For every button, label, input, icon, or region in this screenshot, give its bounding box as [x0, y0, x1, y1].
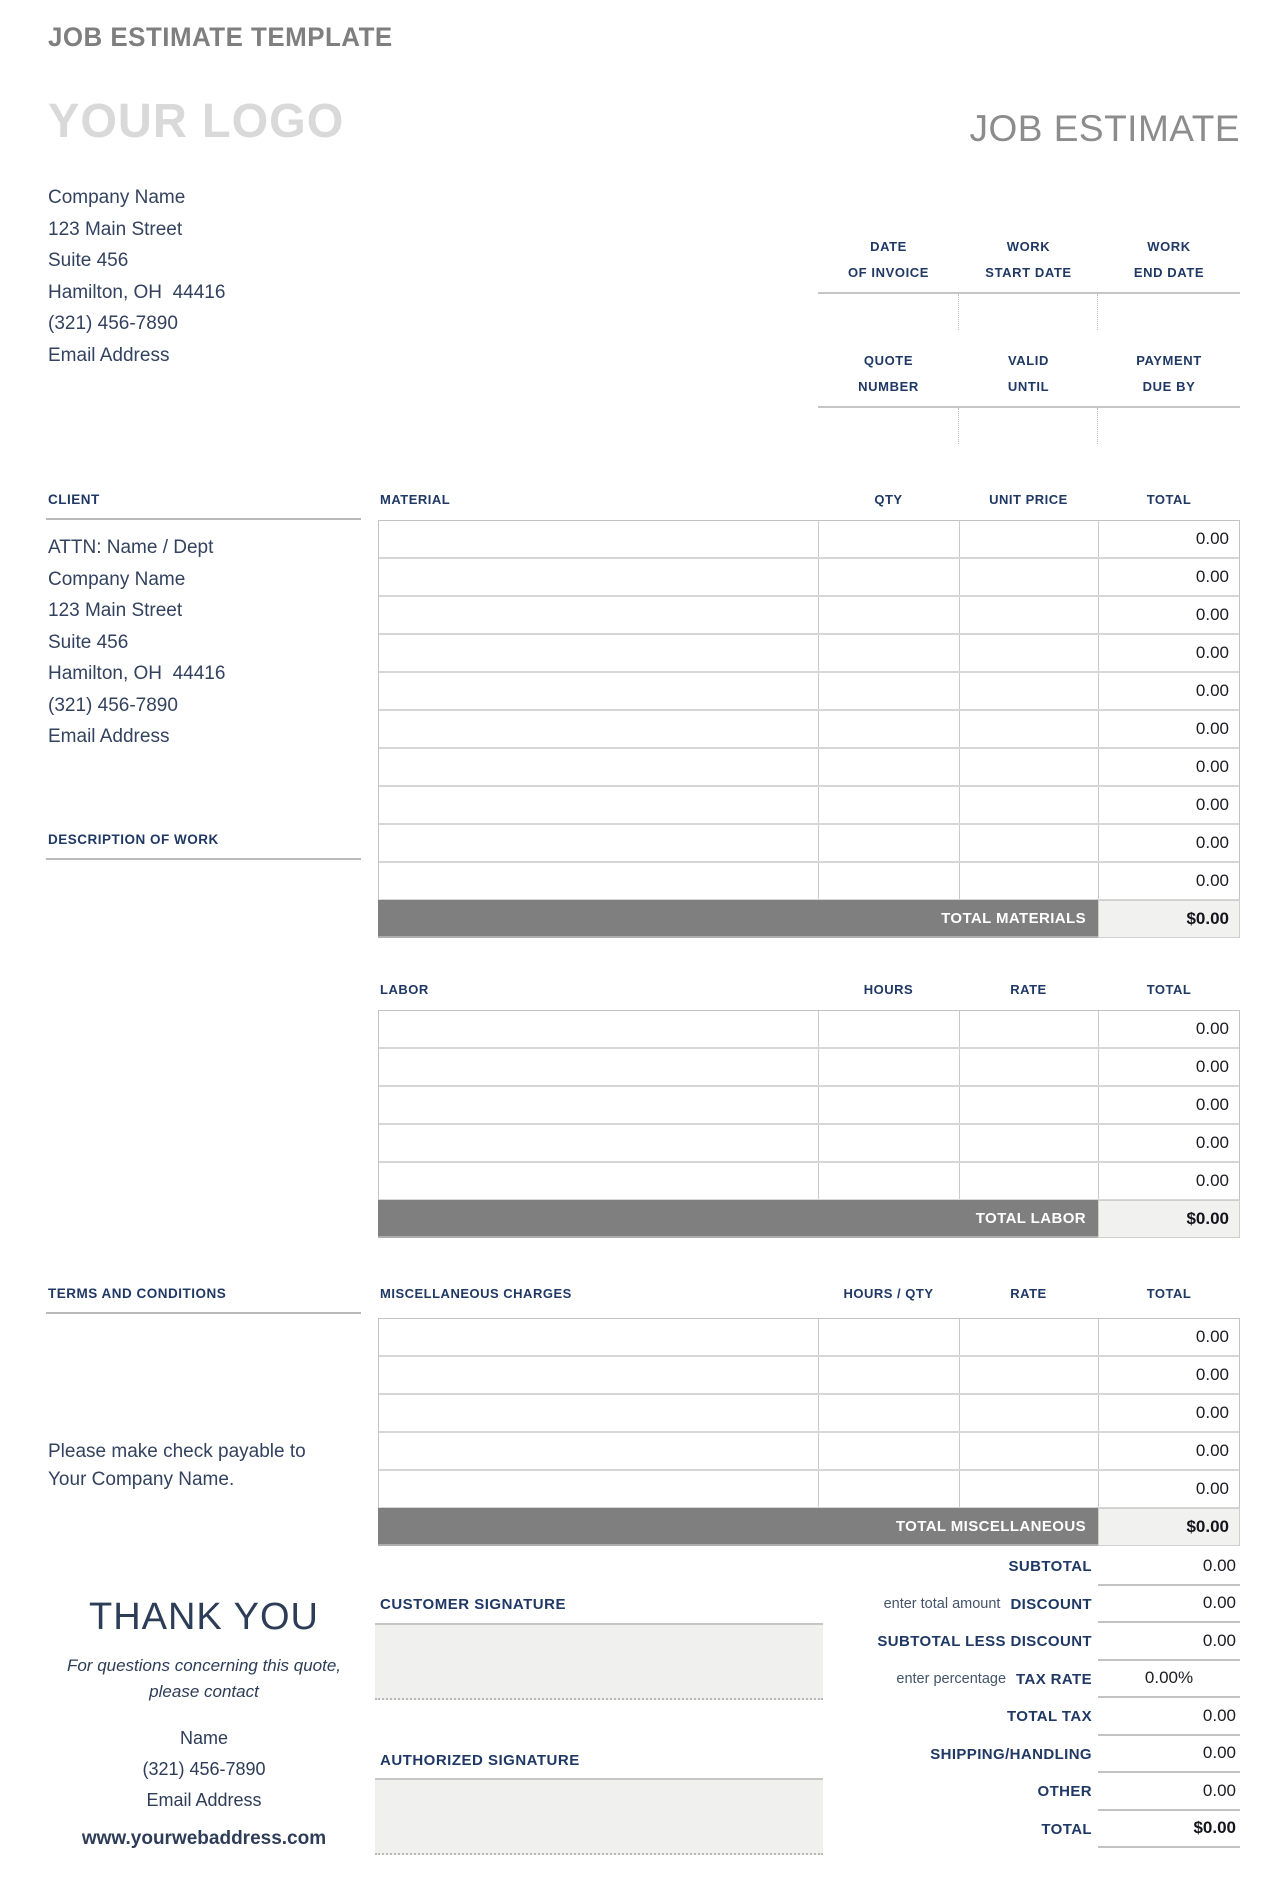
- summary-label-subtotal-less-discount: SUBTOTAL LESS DISCOUNT: [877, 1633, 1092, 1651]
- contact-email: Email Address: [146, 1790, 262, 1810]
- summary-label-total: TOTAL: [1041, 1820, 1092, 1838]
- page-title: JOB ESTIMATE TEMPLATE: [48, 22, 393, 52]
- thank-you-contact: [40, 1723, 368, 1816]
- company-email: Email Address: [48, 344, 170, 366]
- misc-description-cell[interactable]: [379, 1395, 819, 1431]
- summary-label-total-tax: TOTAL TAX: [1007, 1708, 1092, 1726]
- misc-total-value: $0.00: [1098, 1508, 1240, 1546]
- materials-total-value: $0.00: [1098, 900, 1240, 938]
- labor-rate-cell[interactable]: [960, 1125, 1099, 1161]
- misc-hours-qty-cell[interactable]: [819, 1471, 960, 1507]
- summary-value-total: $0.00: [1098, 1811, 1240, 1849]
- invoice-meta-input-row-1: [818, 294, 1240, 330]
- description-of-work-divider: [46, 858, 361, 860]
- authorized-signature-label: AUTHORIZED SIGNATURE: [380, 1752, 580, 1769]
- quote-number-field[interactable]: [818, 408, 959, 444]
- material-row-2: [379, 559, 1239, 597]
- company-name: Company Name: [48, 187, 186, 208]
- labor-rate-cell[interactable]: [960, 1049, 1099, 1085]
- material-qty-cell[interactable]: [819, 787, 960, 823]
- client-email: Email Address: [48, 726, 170, 747]
- misc-description-cell[interactable]: [379, 1433, 819, 1469]
- material-row-8: [379, 787, 1239, 825]
- material-unit-price-cell[interactable]: [960, 825, 1099, 861]
- materials-total-row: [378, 900, 1240, 938]
- labor-rate-cell[interactable]: [960, 1087, 1099, 1123]
- misc-rate-header: RATE: [1010, 1286, 1047, 1301]
- summary-value-discount[interactable]: 0.00: [1098, 1586, 1240, 1624]
- date-of-invoice-header: DATE OF INVOICE: [847, 239, 930, 280]
- website-url: www.yourwebaddress.com: [81, 1828, 327, 1849]
- invoice-meta-input-row-2: [818, 408, 1240, 444]
- authorized-signature-field[interactable]: [375, 1778, 823, 1855]
- summary-value-tax-rate[interactable]: 0.00%: [1098, 1661, 1240, 1699]
- labor-table: [378, 1010, 1240, 1201]
- material-description-cell[interactable]: [379, 863, 819, 899]
- misc-hours-qty-header: HOURS / QTY: [843, 1286, 934, 1301]
- materials-unit-price-header: UNIT PRICE: [989, 492, 1068, 507]
- misc-hours-qty-cell[interactable]: [819, 1319, 960, 1355]
- misc-row-5: [379, 1471, 1239, 1509]
- labor-total-cell: 0.00: [1195, 1171, 1229, 1190]
- material-total-cell: 0.00: [1195, 871, 1229, 890]
- material-qty-cell[interactable]: [819, 521, 960, 557]
- client-company: Company Name: [48, 568, 186, 590]
- material-row-7: [379, 749, 1239, 787]
- contact-phone: (321) 456-7890: [142, 1759, 266, 1779]
- misc-hours-qty-cell[interactable]: [819, 1433, 960, 1469]
- material-row-5: [379, 673, 1239, 711]
- material-total-cell: 0.00: [1195, 795, 1229, 814]
- labor-hours-cell[interactable]: [819, 1163, 960, 1199]
- material-description-cell[interactable]: [379, 825, 819, 861]
- materials-total-label: TOTAL MATERIALS: [378, 900, 1098, 938]
- description-of-work-heading: DESCRIPTION OF WORK: [48, 832, 219, 847]
- invoice-meta-header-row-1: [818, 235, 1240, 294]
- summary-row-total-tax: [378, 1698, 1240, 1736]
- labor-description-cell[interactable]: [379, 1049, 819, 1085]
- misc-row-2: [379, 1357, 1239, 1395]
- material-unit-price-cell[interactable]: [960, 673, 1099, 709]
- terms-divider: [46, 1312, 361, 1314]
- material-description-cell[interactable]: [379, 711, 819, 747]
- misc-rate-cell[interactable]: [960, 1319, 1099, 1355]
- material-unit-price-cell[interactable]: [960, 863, 1099, 899]
- misc-row-4: [379, 1433, 1239, 1471]
- material-qty-cell[interactable]: [819, 711, 960, 747]
- misc-description-cell[interactable]: [379, 1357, 819, 1393]
- misc-rate-cell[interactable]: [960, 1357, 1099, 1393]
- client-info: [48, 532, 225, 753]
- misc-heading: MISCELLANEOUS CHARGES: [380, 1286, 572, 1301]
- company-suite: Suite 456: [48, 250, 129, 271]
- labor-hours-cell[interactable]: [819, 1049, 960, 1085]
- labor-description-cell[interactable]: [379, 1011, 819, 1047]
- misc-rate-cell[interactable]: [960, 1433, 1099, 1469]
- material-row-6: [379, 711, 1239, 749]
- quote-number-header: QUOTE NUMBER: [858, 353, 919, 394]
- materials-table: [378, 520, 1240, 901]
- misc-table: [378, 1318, 1240, 1509]
- company-info: [48, 182, 225, 371]
- materials-total-header: TOTAL: [1146, 492, 1192, 507]
- labor-total-cell: 0.00: [1195, 1057, 1229, 1076]
- summary-label-shipping-handling: SHIPPING/HANDLING: [930, 1745, 1092, 1763]
- misc-header-row: [378, 1286, 1240, 1301]
- misc-total-header: TOTAL: [1146, 1286, 1192, 1301]
- misc-rate-cell[interactable]: [960, 1471, 1099, 1507]
- misc-total-row: [378, 1508, 1240, 1546]
- client-heading: CLIENT: [48, 492, 100, 507]
- material-row-1: [379, 521, 1239, 559]
- material-total-cell: 0.00: [1195, 605, 1229, 624]
- material-total-cell: 0.00: [1195, 529, 1229, 548]
- labor-hours-cell[interactable]: [819, 1125, 960, 1161]
- work-end-date-header: WORK END DATE: [1133, 239, 1205, 280]
- material-qty-cell[interactable]: [819, 673, 960, 709]
- customer-signature-label: CUSTOMER SIGNATURE: [380, 1596, 566, 1613]
- material-qty-cell[interactable]: [819, 559, 960, 595]
- labor-description-cell[interactable]: [379, 1125, 819, 1161]
- material-total-cell: 0.00: [1195, 719, 1229, 738]
- labor-description-cell[interactable]: [379, 1087, 819, 1123]
- material-row-3: [379, 597, 1239, 635]
- summary-value-shipping-handling[interactable]: 0.00: [1098, 1736, 1240, 1774]
- payment-due-by-field[interactable]: [1098, 408, 1240, 444]
- labor-header-row: [378, 982, 1240, 997]
- terms-text: Please make check payable to Your Company Name.: [48, 1441, 306, 1490]
- material-description-cell[interactable]: [379, 787, 819, 823]
- material-row-9: [379, 825, 1239, 863]
- labor-rate-cell[interactable]: [960, 1011, 1099, 1047]
- material-total-cell: 0.00: [1195, 643, 1229, 662]
- labor-total-header: TOTAL: [1146, 982, 1192, 997]
- client-suite: Suite 456: [48, 631, 129, 653]
- material-unit-price-cell[interactable]: [960, 787, 1099, 823]
- labor-total-cell: 0.00: [1195, 1095, 1229, 1114]
- material-total-cell: 0.00: [1195, 681, 1229, 700]
- thank-you-title: THANK YOU: [88, 1596, 319, 1638]
- summary-label-discount: DISCOUNT: [1010, 1595, 1092, 1613]
- material-total-cell: 0.00: [1195, 567, 1229, 586]
- labor-row-3: [379, 1087, 1239, 1125]
- material-description-cell[interactable]: [379, 749, 819, 785]
- material-qty-cell[interactable]: [819, 825, 960, 861]
- summary-value-other[interactable]: 0.00: [1098, 1773, 1240, 1811]
- client-city: Hamilton, OH 44416: [48, 663, 226, 684]
- labor-hours-cell[interactable]: [819, 1011, 960, 1047]
- materials-heading: MATERIAL: [380, 492, 451, 507]
- labor-rate-cell[interactable]: [960, 1163, 1099, 1199]
- material-unit-price-cell[interactable]: [960, 597, 1099, 633]
- labor-total-label: TOTAL LABOR: [378, 1200, 1098, 1238]
- summary-value-subtotal-less-discount: 0.00: [1098, 1623, 1240, 1661]
- client-attn: ATTN: Name / Dept: [48, 537, 214, 558]
- misc-total-cell: 0.00: [1195, 1327, 1229, 1346]
- client-divider: [46, 518, 361, 520]
- work-start-date-field[interactable]: [959, 294, 1098, 330]
- material-row-10: [379, 863, 1239, 901]
- material-unit-price-cell[interactable]: [960, 711, 1099, 747]
- labor-rate-header: RATE: [1010, 982, 1047, 997]
- customer-signature-field[interactable]: [375, 1623, 823, 1700]
- summary-value-total-tax: 0.00: [1098, 1698, 1240, 1736]
- summary-label-subtotal: SUBTOTAL: [1008, 1558, 1092, 1576]
- misc-total-cell: 0.00: [1195, 1403, 1229, 1422]
- labor-heading: LABOR: [380, 982, 429, 997]
- misc-row-3: [379, 1395, 1239, 1433]
- labor-hours-header: HOURS: [863, 982, 914, 997]
- labor-total-value: $0.00: [1098, 1200, 1240, 1238]
- misc-row-1: [379, 1319, 1239, 1357]
- work-end-date-field[interactable]: [1098, 294, 1240, 330]
- contact-name: Name: [179, 1728, 228, 1748]
- summary-label-tax-rate: TAX RATE: [1016, 1670, 1092, 1688]
- valid-until-field[interactable]: [959, 408, 1098, 444]
- labor-description-cell[interactable]: [379, 1163, 819, 1199]
- misc-description-cell[interactable]: [379, 1471, 819, 1507]
- company-city: Hamilton, OH 44416: [48, 281, 226, 303]
- misc-description-cell[interactable]: [379, 1319, 819, 1355]
- summary-label-other: OTHER: [1037, 1783, 1092, 1801]
- materials-header-row: [378, 492, 1240, 507]
- labor-row-1: [379, 1011, 1239, 1049]
- summary-value-subtotal: 0.00: [1098, 1548, 1240, 1586]
- material-total-cell: 0.00: [1195, 757, 1229, 776]
- misc-total-cell: 0.00: [1195, 1365, 1229, 1384]
- material-description-cell[interactable]: [379, 521, 819, 557]
- invoice-meta-table: [818, 235, 1240, 444]
- client-phone: (321) 456-7890: [48, 694, 178, 716]
- material-row-4: [379, 635, 1239, 673]
- work-start-date-header: WORK START DATE: [985, 239, 1072, 280]
- labor-row-5: [379, 1163, 1239, 1201]
- summary-hint-discount: enter total amount: [883, 1596, 1001, 1613]
- material-unit-price-cell[interactable]: [960, 635, 1099, 671]
- labor-total-cell: 0.00: [1195, 1019, 1229, 1038]
- labor-row-2: [379, 1049, 1239, 1087]
- materials-qty-header: QTY: [874, 492, 903, 507]
- thank-you-block: [40, 1596, 368, 1850]
- material-qty-cell[interactable]: [819, 863, 960, 899]
- description-of-work-field[interactable]: [48, 868, 363, 928]
- company-street: 123 Main Street: [48, 218, 183, 240]
- material-unit-price-cell[interactable]: [960, 749, 1099, 785]
- thank-you-note: For questions concerning this quote, please contact: [66, 1656, 342, 1701]
- material-description-cell[interactable]: [379, 673, 819, 709]
- misc-total-cell: 0.00: [1195, 1441, 1229, 1460]
- labor-hours-cell[interactable]: [819, 1087, 960, 1123]
- material-description-cell[interactable]: [379, 559, 819, 595]
- terms-heading: TERMS AND CONDITIONS: [48, 1286, 227, 1301]
- labor-row-4: [379, 1125, 1239, 1163]
- material-total-cell: 0.00: [1195, 833, 1229, 852]
- material-qty-cell[interactable]: [819, 635, 960, 671]
- invoice-meta-gap: [818, 330, 1240, 349]
- material-description-cell[interactable]: [379, 635, 819, 671]
- logo-placeholder: YOUR LOGO: [48, 95, 345, 148]
- material-qty-cell[interactable]: [819, 749, 960, 785]
- summary-hint-tax-rate: enter percentage: [896, 1671, 1007, 1688]
- misc-rate-cell[interactable]: [960, 1395, 1099, 1431]
- invoice-meta-header-row-2: [818, 349, 1240, 408]
- labor-total-row: [378, 1200, 1240, 1238]
- misc-hours-qty-cell[interactable]: [819, 1395, 960, 1431]
- company-phone: (321) 456-7890: [48, 313, 178, 334]
- valid-until-header: VALID UNTIL: [1007, 353, 1050, 394]
- payment-due-by-header: PAYMENT DUE BY: [1136, 353, 1202, 394]
- material-description-cell[interactable]: [379, 597, 819, 633]
- date-of-invoice-field[interactable]: [818, 294, 959, 330]
- labor-total-cell: 0.00: [1195, 1133, 1229, 1152]
- material-unit-price-cell[interactable]: [960, 559, 1099, 595]
- misc-total-label: TOTAL MISCELLANEOUS: [378, 1508, 1098, 1546]
- material-unit-price-cell[interactable]: [960, 521, 1099, 557]
- material-qty-cell[interactable]: [819, 597, 960, 633]
- misc-total-cell: 0.00: [1195, 1479, 1229, 1498]
- misc-hours-qty-cell[interactable]: [819, 1357, 960, 1393]
- client-street: 123 Main Street: [48, 600, 183, 621]
- document-type-title: JOB ESTIMATE: [969, 108, 1240, 149]
- summary-row-subtotal: [378, 1548, 1240, 1586]
